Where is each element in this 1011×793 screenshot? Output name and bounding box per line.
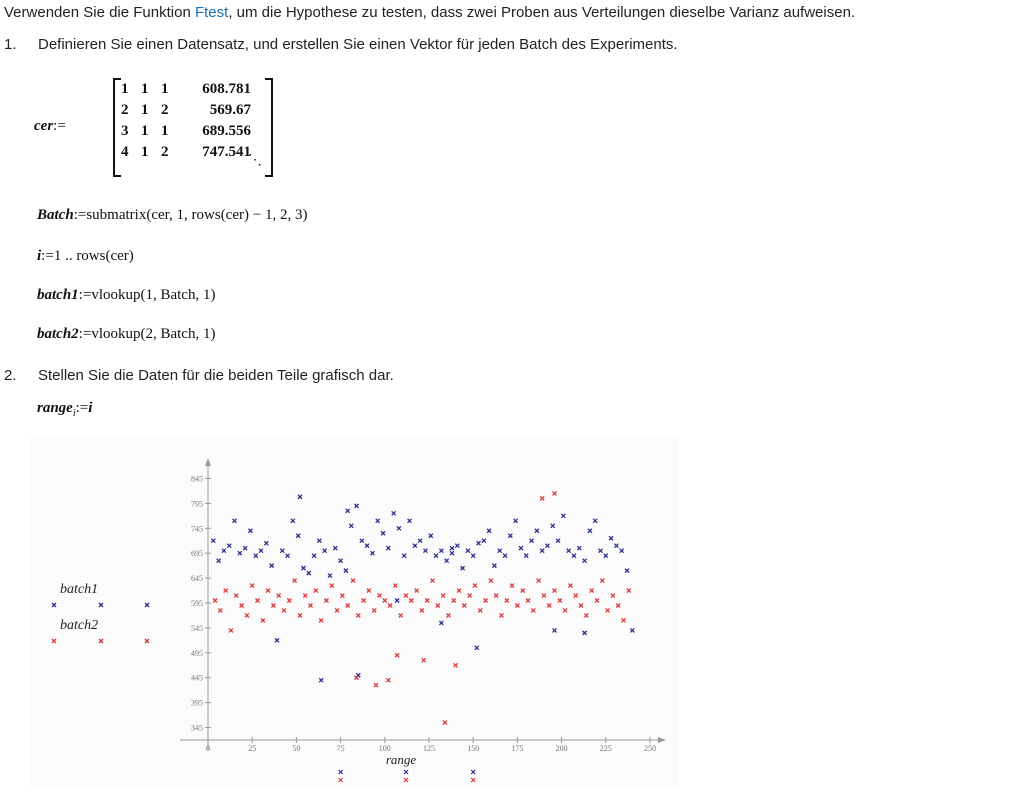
batch1-point [508, 534, 512, 538]
matrix-cell: 1 [141, 123, 149, 139]
matrix-cell: 1 [121, 81, 129, 97]
batch1-point [275, 638, 279, 642]
batch2-point [415, 589, 419, 593]
batch1-point [461, 566, 465, 570]
batch1-point [413, 544, 417, 548]
batch1-point [545, 544, 549, 548]
batch1-point [346, 509, 350, 513]
batch2-point [452, 599, 456, 603]
legend-batch2-marker [145, 639, 149, 643]
batch1-point [402, 554, 406, 558]
matrix-row [121, 121, 251, 142]
xlabel-marker-batch1 [471, 770, 475, 774]
batch2-point [245, 613, 249, 617]
batch2-point [420, 608, 424, 612]
x-tick-label: 25 [248, 744, 257, 753]
matrix-label [34, 118, 66, 135]
batch1-point [492, 564, 496, 568]
batch2-point [277, 594, 281, 598]
batch1-point [270, 564, 274, 568]
batch1-point [296, 534, 300, 538]
batch1-point [328, 574, 332, 578]
matrix-cell: 4 [121, 144, 129, 160]
batch1-point [583, 559, 587, 563]
formula-batch-rhs: submatrix(cer, 1, rows(cer) − 1, 2, 3) [86, 207, 308, 223]
batch1-point [434, 554, 438, 558]
batch1-point [466, 549, 470, 553]
y-tick-label: 795 [191, 499, 203, 509]
batch2-point [468, 594, 472, 598]
y-tick-label: 845 [191, 474, 203, 484]
batch2-point [462, 603, 466, 607]
batch2-point [346, 603, 350, 607]
batch2-point [441, 594, 445, 598]
batch1-point [553, 628, 557, 632]
batch2-point [404, 594, 408, 598]
batch1-point [259, 549, 263, 553]
x-tick-label: 200 [555, 744, 568, 753]
batch2-point [374, 683, 378, 687]
batch1-point [540, 549, 544, 553]
formula-range-sub: i [72, 408, 76, 419]
batch2-point [616, 603, 620, 607]
scatter-chart [30, 438, 678, 788]
legend-batch2-marker [52, 639, 56, 643]
batch1-point [408, 519, 412, 523]
batch1-point [477, 541, 481, 545]
intro-suffix: , um die Hypothese zu testen, dass zwei Proben aus Verteilungen dieselbe Varianz aufweisen. [228, 4, 856, 21]
x-tick-label: 50 [292, 744, 301, 753]
xlabel-marker-batch1 [404, 770, 408, 774]
x-tick-label: 125 [423, 744, 435, 753]
matrix-cell: 569.67 [209, 102, 251, 118]
matrix-cell: 2 [161, 102, 169, 118]
batch2-point [309, 603, 313, 607]
batch2-point [271, 603, 275, 607]
batch2-point [499, 613, 503, 617]
batch2-point [388, 603, 392, 607]
y-tick-label: 345 [191, 723, 203, 733]
batch2-point [298, 613, 302, 617]
legend-batch2-label: batch2 [60, 618, 99, 633]
matrix-cell: 1 [141, 144, 149, 160]
batch2-point [377, 594, 381, 598]
y-tick-label: 595 [191, 599, 203, 608]
batch1-point [556, 539, 560, 543]
formula-i-rhs: 1 .. rows(cer) [53, 248, 134, 264]
batch2-point [473, 584, 477, 588]
batch2-point [436, 603, 440, 607]
batch1-point [344, 569, 348, 573]
batch2-point [505, 599, 509, 603]
batch2-point [600, 579, 604, 583]
formula-i-lhs: i [37, 248, 42, 264]
batch1-point [604, 554, 608, 558]
batch1-point [588, 529, 592, 533]
xlabel-marker-batch2 [339, 778, 343, 782]
matrix-cell: 1 [141, 102, 149, 118]
formula-range-rhs: i [88, 400, 93, 416]
y-axis-arrow [205, 458, 211, 466]
batch1-point [238, 551, 242, 555]
batch1-point [593, 519, 597, 523]
batch1-point [630, 628, 634, 632]
formula-batch1-rhs: vlookup(1, Batch, 1) [91, 287, 216, 303]
batch2-point [547, 603, 551, 607]
batch1-point [439, 621, 443, 625]
y-tick-label: 395 [191, 698, 203, 708]
batch2-point [431, 579, 435, 583]
xlabel-marker-batch1 [339, 770, 343, 774]
batch2-point [303, 594, 307, 598]
x-tick-label: 175 [511, 744, 524, 753]
batch1-point [395, 599, 399, 603]
batch1-point [572, 554, 576, 558]
batch1-point [567, 549, 571, 553]
matrix-cell: 1 [141, 81, 149, 97]
matrix-var: cer [34, 118, 54, 134]
formula-batch2-lhs: batch2 [37, 326, 79, 342]
batch2-point [372, 608, 376, 612]
ftest-link[interactable]: Ftest [194, 4, 229, 21]
batch1-point [360, 539, 364, 543]
batch1-point [381, 531, 385, 535]
batch1-point [243, 546, 247, 550]
batch2-point [356, 613, 360, 617]
intro-text [4, 3, 855, 23]
y-tick-label: 645 [191, 574, 203, 584]
batch1-point [211, 539, 215, 543]
batch1-point [317, 539, 321, 543]
batch2-point [319, 618, 323, 622]
formula-range: range$_i$:=i [37, 400, 93, 419]
batch2-point [287, 599, 291, 603]
matrix-cell: 3 [121, 123, 129, 139]
batch2-point [627, 589, 631, 593]
matrix-row [121, 142, 251, 163]
batch2-point [213, 599, 217, 603]
batch2-point [510, 584, 514, 588]
batch2-point [621, 618, 625, 622]
batch2-point [579, 603, 583, 607]
batch2-point [611, 594, 615, 598]
batch1-point [598, 549, 602, 553]
batch2-point [515, 603, 519, 607]
batch1-point [503, 554, 507, 558]
batch2-point [240, 603, 244, 607]
batch2-point [590, 589, 594, 593]
legend-batch1-marker [145, 603, 149, 607]
batch2-point [393, 584, 397, 588]
batch2-point [367, 589, 371, 593]
batch1-point [298, 495, 302, 499]
batch1-point [254, 554, 258, 558]
x-tick-label: 0 [206, 744, 210, 753]
batch1-point [333, 546, 337, 550]
batch1-point [561, 514, 565, 518]
batch2-point [229, 628, 233, 632]
batch2-point [340, 594, 344, 598]
batch1-point [217, 559, 221, 563]
batch2-point [606, 608, 610, 612]
batch2-point [494, 594, 498, 598]
y-tick-label: 695 [191, 549, 203, 559]
step-1-number: 1. [4, 36, 17, 53]
matrix-body [121, 79, 251, 163]
batch2-point [553, 491, 557, 495]
batch1-point [291, 519, 295, 523]
batch2-point [224, 589, 228, 593]
formula-batch2-rhs: vlookup(2, Batch, 1) [91, 326, 216, 342]
batch2-point [574, 594, 578, 598]
matrix-cell: 2 [121, 102, 129, 118]
y-tick-label: 445 [191, 673, 203, 683]
batch2-point [218, 608, 222, 612]
legend-batch1-marker [52, 603, 56, 607]
batch2-point [568, 584, 572, 588]
batch1-point [514, 519, 518, 523]
batch2-point [399, 613, 403, 617]
batch2-point [383, 599, 387, 603]
batch1-point [498, 549, 502, 553]
batch1-point [392, 511, 396, 515]
batch1-point [233, 519, 237, 523]
batch1-point [482, 539, 486, 543]
batch1-point [386, 546, 390, 550]
batch1-point [450, 546, 454, 550]
formula-batch2: batch2:=vlookup(2, Batch, 1) [37, 326, 216, 342]
batch2-point [330, 584, 334, 588]
batch2-point [553, 589, 557, 593]
formula-batch: Batch:=submatrix(cer, 1, rows(cer) − 1, 2, 3) [37, 207, 308, 223]
batch2-point [314, 589, 318, 593]
batch2-point [266, 589, 270, 593]
matrix-row [121, 79, 251, 100]
batch1-point [620, 549, 624, 553]
batch1-point [323, 549, 327, 553]
batch1-point [355, 504, 359, 508]
batch2-point [540, 496, 544, 500]
batch1-point [471, 554, 475, 558]
legend-batch1-label: batch1 [60, 582, 99, 597]
formula-batch1-lhs: batch1 [37, 287, 79, 303]
batch1-point [376, 519, 380, 523]
batch1-point [530, 539, 534, 543]
step-1 [4, 35, 678, 55]
batch1-point [519, 546, 523, 550]
batch2-point [521, 589, 525, 593]
batch1-point [524, 554, 528, 558]
step-2 [4, 366, 394, 386]
batch1-point [577, 546, 581, 550]
matrix-right-bracket [265, 78, 273, 177]
batch1-point [365, 544, 369, 548]
batch2-point [362, 599, 366, 603]
x-tick-label: 150 [467, 744, 480, 753]
x-axis-label: range [385, 752, 417, 767]
batch1-point [349, 524, 353, 528]
batch1-point [301, 566, 305, 570]
batch2-point [293, 579, 297, 583]
legend-batch1-marker [99, 603, 103, 607]
intro-prefix: Verwenden Sie die Funktion [4, 4, 195, 21]
batch1-point [222, 549, 226, 553]
batch2-point [595, 599, 599, 603]
batch2-point [256, 599, 260, 603]
batch1-point [450, 551, 454, 555]
batch2-point [446, 613, 450, 617]
legend-batch2-marker [99, 639, 103, 643]
matrix-cell: 608.781 [202, 81, 251, 97]
batch2-point [526, 599, 530, 603]
chart-container [30, 438, 678, 788]
batch2-point [250, 584, 254, 588]
batch1-point [319, 678, 323, 682]
batch2-point [386, 678, 390, 682]
batch1-point [445, 559, 449, 563]
batch2-point [261, 618, 265, 622]
batch2-point [563, 608, 567, 612]
batch1-point [487, 529, 491, 533]
formula-batch1: batch1:=vlookup(1, Batch, 1) [37, 287, 216, 303]
matrix-assign: := [53, 118, 66, 134]
formula-batch-lhs: Batch [37, 207, 74, 223]
y-tick-label: 745 [191, 524, 203, 534]
batch1-point [439, 549, 443, 553]
batch1-point [625, 569, 629, 573]
batch1-point [227, 544, 231, 548]
batch1-point [475, 646, 479, 650]
batch1-point [339, 559, 343, 563]
batch1-point [248, 529, 252, 533]
batch1-point [370, 551, 374, 555]
batch1-point [551, 524, 555, 528]
batch1-point [307, 571, 311, 575]
matrix-cell: 2 [161, 144, 169, 160]
matrix-cell: 747.541 [202, 144, 251, 160]
y-tick-label: 495 [191, 648, 203, 658]
batch2-point [409, 599, 413, 603]
batch1-point [455, 544, 459, 548]
xlabel-marker-batch2 [404, 778, 408, 782]
batch1-point [535, 529, 539, 533]
batch2-point [425, 599, 429, 603]
x-tick-label: 75 [336, 744, 345, 753]
matrix-left-bracket [113, 78, 121, 177]
batch2-point [558, 599, 562, 603]
formula-i: i:=1 .. rows(cer) [37, 248, 134, 264]
batch2-point [395, 653, 399, 657]
batch2-point [484, 599, 488, 603]
batch1-point [264, 541, 268, 545]
batch2-point [234, 594, 238, 598]
batch2-point [324, 599, 328, 603]
step-1-text: Definieren Sie einen Datensatz, und erstellen Sie einen Vektor für jeden Batch des Experiments. [38, 36, 678, 53]
batch1-point [418, 539, 422, 543]
batch2-point [351, 579, 355, 583]
batch2-point [478, 608, 482, 612]
matrix-cell: 1 [161, 81, 169, 97]
matrix-cell: 689.556 [202, 123, 251, 139]
batch2-point [422, 658, 426, 662]
batch2-point [584, 613, 588, 617]
batch2-point [489, 579, 493, 583]
batch2-point [282, 608, 286, 612]
batch2-point [537, 579, 541, 583]
step-2-number: 2. [4, 367, 17, 384]
matrix-ellipsis: ⋱ [248, 153, 262, 168]
batch1-point [614, 544, 618, 548]
x-tick-label: 225 [599, 744, 612, 753]
formula-range-lhs: range [37, 400, 73, 416]
x-tick-label: 250 [644, 744, 656, 753]
batch2-point [335, 608, 339, 612]
batch2-point [542, 594, 546, 598]
batch2-point [454, 663, 458, 667]
matrix-row [121, 100, 251, 121]
batch1-point [609, 536, 613, 540]
batch2-point [457, 589, 461, 593]
batch1-point [286, 554, 290, 558]
xlabel-marker-batch2 [471, 778, 475, 782]
x-tick-label: 100 [378, 744, 391, 753]
batch2-point [443, 721, 447, 725]
batch1-point [312, 554, 316, 558]
batch1-point [583, 631, 587, 635]
batch1-point [423, 549, 427, 553]
step-2-text: Stellen Sie die Daten für die beiden Teile grafisch dar. [38, 367, 394, 384]
batch2-point [531, 608, 535, 612]
y-tick-label: 545 [191, 623, 203, 633]
batch1-point [280, 549, 284, 553]
batch1-point [429, 534, 433, 538]
batch1-point [397, 526, 401, 530]
matrix-cell: 1 [161, 123, 169, 139]
x-axis-arrow [658, 737, 666, 743]
